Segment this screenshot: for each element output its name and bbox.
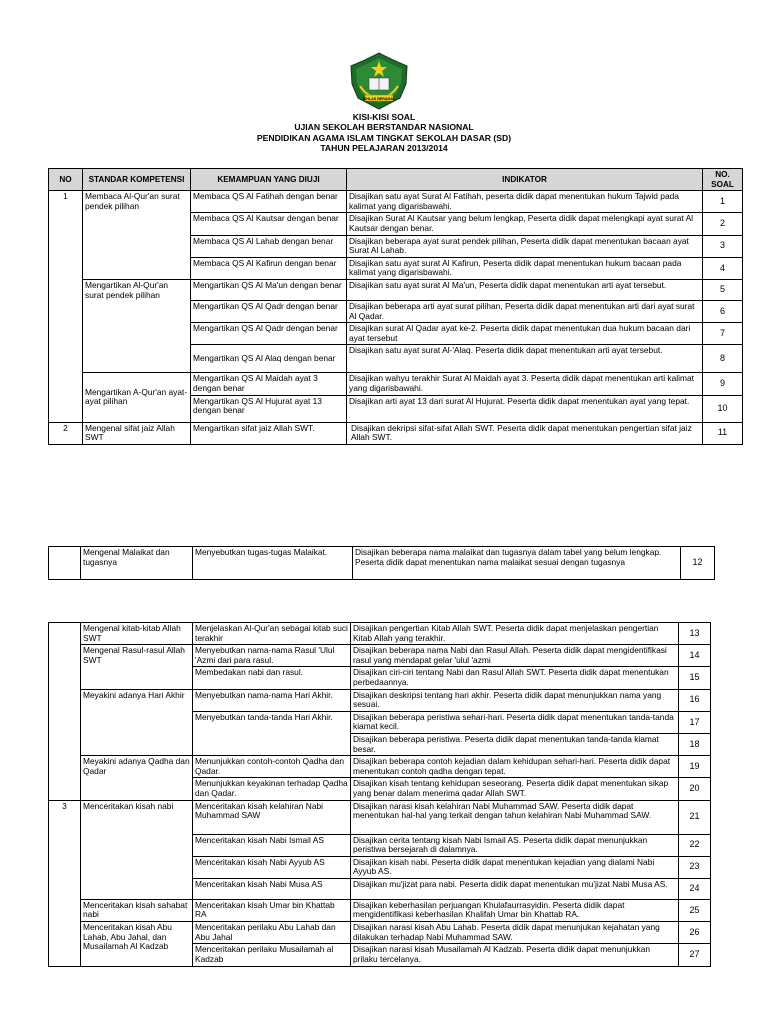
kisi-kisi-table-part-2 (48, 546, 715, 580)
title-line-4: TAHUN PELAJARAN 2013/2014 (320, 143, 448, 154)
table-row (49, 191, 743, 213)
document-title (0, 112, 768, 154)
soal-number: 11 (703, 422, 743, 444)
table-row (49, 547, 715, 580)
standar-kompetensi: Mengenal Rasul-rasul Allah SWT (81, 645, 193, 689)
table-row (49, 689, 711, 711)
logo-text: IKHLAS BERAMAL (362, 96, 396, 101)
soal-number: 1 (703, 191, 743, 213)
soal-number: 25 (679, 899, 711, 921)
indikator: Disajikan narasi kisah Abu Lahab. Peserta didik dapat menunjukan kejahatan yang dilakukan terhadap Nabi Muhammad SAW. (351, 922, 679, 944)
title-line-1: KISI-KISI SOAL (352, 112, 416, 122)
indikator: Disajikan ciri-ciri tentang Nabi dan Rasul Allah SWT. Peserta didik dapat menentukan perbedaannya. (351, 667, 679, 689)
ministry-logo (348, 52, 410, 110)
indikator: Disajikan beberapa ayat surat pendek pilihan, Peserta didik dapat menentukan bacaan ayat Surat Al Lahab. (347, 235, 703, 257)
soal-number: 16 (679, 689, 711, 711)
soal-number: 8 (703, 345, 743, 373)
indikator: Disajikan keberhasilan perjuangan Khulafaurrasyidin. Peserta didik dapat mengidentifikasi keberhasilan Khalifah Umar bin Khattab RA. (351, 899, 679, 921)
soal-number: 7 (703, 323, 743, 345)
standar-kompetensi: Menceritakan kisah Abu Lahab, Abu Jahal, dan Musailamah Al Kadzab (81, 922, 193, 967)
soal-number: 23 (679, 856, 711, 878)
indikator: Disajikan satu ayat surat Al Ma'un, Peserta didik dapat menentukan arti ayat tersebut. (347, 279, 703, 300)
indikator: Disajikan mu'jizat para nabi. Peserta didik dapat menentukan mu'jizat Nabi Musa AS. (351, 878, 679, 899)
standar-kompetensi: Membaca Al-Qur'an surat pendek pilihan (83, 191, 191, 280)
kemampuan: Membedakan nabi dan rasul. (193, 667, 351, 689)
indikator: Disajikan narasi kisah kelahiran Nabi Muhammad SAW. Peserta didik dapat menentukan hal-hal yang terkait dengan tahun kelahiran Nabi Muhammad SAW. (351, 800, 679, 834)
indikator: Disajikan satu ayat surat Al Kafirun, Peserta didik dapat menentukan hukum bacaan pada kalimat yang digarisbawahi. (347, 257, 703, 279)
indikator: Disajikan satu ayat Surat Al Fatihah, peserta didik dapat menentukan hukum Tajwid pada kalimat yang digarisbawahi. (347, 191, 703, 213)
col-header-no-soal: NO. SOAL (703, 169, 743, 191)
kemampuan: Menceritakan perilaku Abu Lahab dan Abu Jahal (193, 922, 351, 944)
kemampuan: Menyebutkan tanda-tanda Hari Akhir. (193, 711, 351, 755)
soal-number: 2 (703, 213, 743, 235)
kemampuan: Membaca QS Al Lahab dengan benar (191, 235, 347, 257)
table-row (49, 800, 711, 834)
soal-number: 3 (703, 235, 743, 257)
row-number: 3 (49, 800, 81, 834)
soal-number: 14 (679, 645, 711, 667)
indikator: Disajikan Surat Al Kautsar yang belum lengkap, Peserta didik dapat melengkapi ayat surat Al Kautsar dengan benar. (347, 213, 703, 235)
kemampuan: Menunjukkan keyakinan terhadap Qadha dan Qadar. (193, 778, 351, 800)
kemampuan: Menjelaskan Al-Qur'an sebagai kitab suci terakhir (193, 623, 351, 645)
soal-number: 10 (703, 395, 743, 422)
soal-number: 12 (681, 547, 715, 580)
soal-number: 21 (679, 800, 711, 834)
kemampuan: Menunjukkan contoh-contoh Qadha dan Qadar. (193, 756, 351, 778)
soal-number: 6 (703, 300, 743, 322)
kemampuan: Mengartikan sifat jaiz Allah SWT. (191, 422, 347, 444)
indikator: Disajikan beberapa nama Nabi dan Rasul Allah. Peserta didik dapat mengidentifikasi rasul yang mendapat gelar 'ulul 'azmi (351, 645, 679, 667)
table-row (49, 279, 743, 300)
soal-number: 4 (703, 257, 743, 279)
kemampuan: Membaca QS Al Kautsar dengan benar (191, 213, 347, 235)
soal-number: 24 (679, 878, 711, 899)
table-row (49, 623, 711, 645)
kisi-kisi-table-part-1 (48, 168, 743, 445)
standar-kompetensi: Mengenal kitab-kitab Allah SWT (81, 623, 193, 645)
kemampuan: Mengartikan QS Al Qadr dengan benar (191, 300, 347, 322)
indikator: Disajikan cerita tentang kisah Nabi Ismail AS. Peserta didik dapat menunjukkan peristiwa bersejarah di dalamnya. (351, 834, 679, 856)
indikator: Disajikan wahyu terakhir Surat Al Maidah ayat 3. Peserta didik dapat menentukan arti kalimat yang digarisbawahi. (347, 373, 703, 395)
indikator: Disajikan beberapa nama malaikat dan tugasnya dalam tabel yang belum lengkap. Peserta didik dapat menentukan nama malaikat sesuai dengan tugasnya (353, 547, 681, 580)
indikator: Disajikan arti ayat 13 dari surat Al Hujurat. Peserta didik dapat menentukan ayat yang tepat. (347, 395, 703, 422)
table-row (49, 373, 743, 395)
standar-kompetensi: Meyakini adanya Hari Akhir (81, 689, 193, 756)
kemampuan: Membaca QS Al Fatihah dengan benar (191, 191, 347, 213)
table-row (49, 922, 711, 944)
soal-number: 19 (679, 756, 711, 778)
indikator: Disajikan kisah nabi. Peserta didik dapat menentukan kejadian yang dialami Nabi Ayyub AS. (351, 856, 679, 878)
kemampuan: Mengartikan QS Al Ma'un dengan benar (191, 279, 347, 300)
kemampuan: Menyebutkan tugas-tugas Malaikat. (193, 547, 353, 580)
soal-number: 22 (679, 834, 711, 856)
kisi-kisi-table-part-3 (48, 622, 711, 967)
indikator: Disajikan satu ayat surat Al-'Alaq. Peserta didik dapat menentukan arti ayat tersebut. (347, 345, 703, 373)
table-row (49, 422, 743, 444)
kemampuan: Menyebutkan nama-nama Rasul 'Ulul 'Azmi dari para rasul. (193, 645, 351, 667)
kemampuan: Menceritakan kisah Nabi Ismail AS (193, 834, 351, 856)
col-header-standar-kompetensi: STANDAR KOMPETENSI (83, 169, 191, 191)
kemampuan: Menceritakan perilaku Musailamah al Kadzab (193, 944, 351, 967)
kemampuan: Menceritakan kisah Nabi Musa AS (193, 878, 351, 899)
indikator: Disajikan beberapa arti ayat surat pilihan, Peserta didik dapat menentukan arti dari ayat surat Al Qadar. (347, 300, 703, 322)
kemampuan: Mengartikan QS Al Qadr dengan benar (191, 323, 347, 345)
table-row (49, 645, 711, 667)
indikator: Disajikan pengertian Kitab Allah SWT. Peserta didik dapat menjelaskan pengertian Kitab Allah yang terakhir. (351, 623, 679, 645)
kemampuan: Menceritakan kisah Umar bin Khattab RA (193, 899, 351, 921)
soal-number: 9 (703, 373, 743, 395)
indikator: Disajikan narasi kisah Musailamah Al Kadzab. Peserta didik dapat menunjukkan prilaku tercelanya. (351, 944, 679, 967)
table-row (49, 856, 711, 878)
col-header-no: NO (49, 169, 83, 191)
table-row (49, 899, 711, 921)
standar-kompetensi: Mengartikan Al-Qur'an surat pendek pilihan (83, 279, 191, 372)
soal-number: 26 (679, 922, 711, 944)
indikator: Disajikan beberapa contoh kejadian dalam kehidupan sehari-hari. Peserta didik dapat menentukan contoh qadha dengan tepat. (351, 756, 679, 778)
col-header-indikator: INDIKATOR (347, 169, 703, 191)
standar-kompetensi: Meyakini adanya Qadha dan Qadar (81, 756, 193, 800)
soal-number: 17 (679, 711, 711, 733)
table-row (49, 834, 711, 856)
indikator: Disajikan deskripsi tentang hari akhir. Peserta didik dapat menunjukkan nama yang sesuai. (351, 689, 679, 711)
soal-number: 18 (679, 733, 711, 755)
indikator: Disajikan surat Al Qadar ayat ke-2. Peserta didik dapat menentukan dua hukum bacaan dari ayat tersebut (347, 323, 703, 345)
table-row (49, 756, 711, 778)
title-line-2: UJIAN SEKOLAH BERSTANDAR NASIONAL (294, 122, 474, 133)
kemampuan: Menceritakan kisah Nabi Ayyub AS (193, 856, 351, 878)
kemampuan: Mengartikan QS Al Alaq dengan benar (191, 345, 347, 373)
soal-number: 13 (679, 623, 711, 645)
kemampuan: Mengartikan QS Al Hujurat ayat 13 dengan benar (191, 395, 347, 422)
standar-kompetensi: Mengartikan A-Qur'an ayat-ayat pilihan (83, 373, 191, 422)
indikator: Disajikan beberapa peristiwa sehari-hari. Peserta didik dapat menentukan tanda-tanda kiamat kecil. (351, 711, 679, 733)
table-row (49, 878, 711, 899)
kemampuan: Menceritakan kisah kelahiran Nabi Muhammad SAW (193, 800, 351, 834)
soal-number: 20 (679, 778, 711, 800)
kemampuan: Membaca QS Al Kafirun dengan benar (191, 257, 347, 279)
indikator: Disajikan dekripsi sifat-sifat Allah SWT. Peserta didik dapat menentukan pengertian sifat jaiz Allah SWT. (347, 422, 703, 444)
col-header-kemampuan: KEMAMPUAN YANG DIUJI (191, 169, 347, 191)
soal-number: 5 (703, 279, 743, 300)
row-number: 2 (49, 422, 83, 444)
soal-number: 15 (679, 667, 711, 689)
standar-kompetensi: Mengenal sifat jaiz Allah SWT (83, 422, 191, 444)
indikator: Disajikan kisah tentang kehidupan seseorang. Peserta didik dapat menentukan sikap yang benar dalam menerima qadar Allah SWT. (351, 778, 679, 800)
row-number: 1 (49, 191, 83, 213)
standar-kompetensi: Menceritakan kisah sahabat nabi (81, 899, 193, 921)
indikator: Disajikan beberapa peristiwa. Peserta didik dapat menentukan tanda-tanda kiamat besar. (351, 733, 679, 755)
title-line-3: PENDIDIKAN AGAMA ISLAM TINGKAT SEKOLAH DASAR (SD) (256, 132, 512, 143)
standar-kompetensi: Mengenal Malaikat dan tugasnya (81, 547, 193, 580)
standar-kompetensi: Menceritakan kisah nabi (81, 800, 193, 834)
kemampuan: Mengartikan QS Al Maidah ayat 3 dengan benar (191, 373, 347, 395)
kemampuan: Menyebutkan nama-nama Hari Akhir. (193, 689, 351, 711)
soal-number: 27 (679, 944, 711, 967)
